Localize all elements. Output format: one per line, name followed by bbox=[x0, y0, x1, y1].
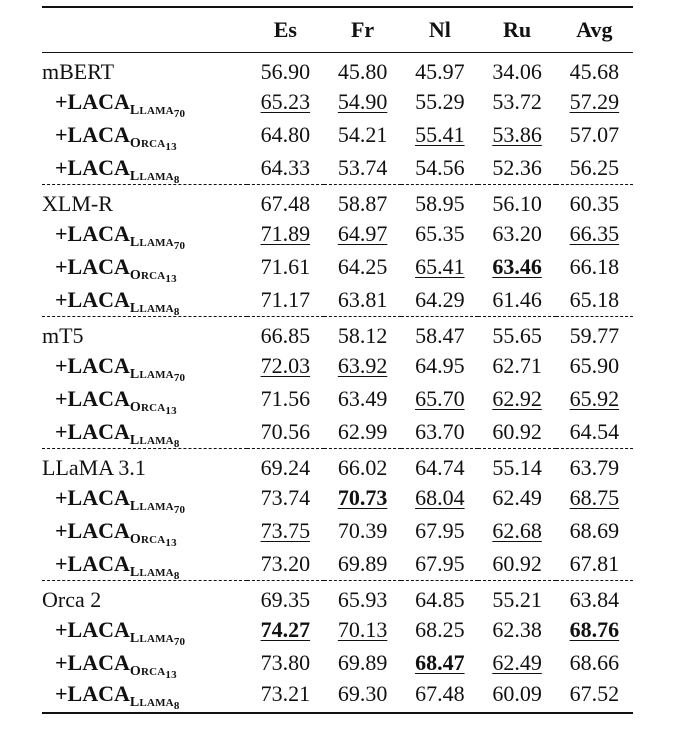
cell-fr: 70.13 bbox=[337, 617, 388, 642]
table-row bbox=[42, 350, 633, 383]
table-row bbox=[42, 284, 633, 317]
subscript-initial: L bbox=[129, 235, 140, 250]
header-avg: Avg bbox=[576, 17, 613, 42]
subscript-size: 13 bbox=[165, 405, 177, 417]
method-subscript bbox=[130, 664, 177, 679]
table-row bbox=[42, 383, 633, 416]
cell-nl: 65.70 bbox=[415, 386, 465, 411]
cell-avg: 65.90 bbox=[569, 353, 620, 378]
cell-ru: 56.10 bbox=[492, 191, 542, 217]
method-prefix: +LACA bbox=[55, 221, 130, 246]
method-name bbox=[42, 86, 247, 119]
table-row bbox=[42, 86, 633, 119]
subscript-initial: L bbox=[129, 367, 140, 382]
cell-es: 71.17 bbox=[247, 284, 324, 317]
method-prefix: +LACA bbox=[55, 286, 130, 312]
cell-es: 71.56 bbox=[260, 386, 311, 411]
method-name bbox=[42, 119, 247, 152]
cell-ru: 55.65 bbox=[492, 323, 542, 349]
method-prefix: +LACA bbox=[55, 89, 130, 114]
cell-ru: 62.49 bbox=[492, 650, 542, 675]
cell-nl: 64.74 bbox=[415, 455, 465, 481]
table-row bbox=[42, 614, 633, 647]
subscript-smallcaps: LAMA bbox=[139, 696, 174, 709]
cell-avg: 60.35 bbox=[569, 191, 620, 217]
cell-fr: 58.12 bbox=[337, 323, 388, 349]
cell-fr: 58.87 bbox=[337, 191, 388, 217]
subscript-initial: L bbox=[129, 499, 140, 514]
cell-ru: 53.72 bbox=[492, 89, 542, 114]
cell-es: 73.75 bbox=[260, 518, 311, 543]
table-row bbox=[42, 317, 633, 350]
method-prefix: +LACA bbox=[55, 386, 130, 411]
table-row bbox=[42, 449, 633, 482]
cell-fr: 54.21 bbox=[337, 122, 388, 147]
method-subscript bbox=[130, 695, 180, 710]
cell-nl: 64.29 bbox=[401, 284, 478, 317]
cell-nl: 45.97 bbox=[415, 59, 465, 85]
cell-es: 67.48 bbox=[260, 191, 311, 217]
model-name: XLM-R bbox=[42, 191, 113, 217]
method-prefix: +LACA bbox=[55, 485, 130, 510]
subscript-smallcaps: LAMA bbox=[139, 501, 174, 513]
subscript-smallcaps: LAMA bbox=[139, 302, 174, 315]
subscript-initial: O bbox=[129, 532, 141, 547]
cell-es: 56.90 bbox=[260, 59, 311, 85]
cell-avg: 63.84 bbox=[569, 587, 620, 613]
cell-avg: 63.79 bbox=[569, 455, 620, 481]
results-table bbox=[42, 6, 633, 714]
cell-nl: 55.41 bbox=[415, 122, 465, 147]
method-name bbox=[42, 416, 247, 449]
cell-avg: 45.68 bbox=[569, 59, 620, 85]
subscript-size: 8 bbox=[173, 173, 180, 186]
subscript-smallcaps: LAMA bbox=[139, 566, 174, 579]
method-subscript bbox=[130, 631, 185, 646]
table-row bbox=[42, 218, 633, 251]
subscript-smallcaps: LAMA bbox=[139, 633, 174, 645]
cell-fr: 64.97 bbox=[337, 221, 388, 246]
method-subscript bbox=[130, 301, 180, 316]
method-name bbox=[42, 647, 247, 680]
method-prefix: +LACA bbox=[55, 617, 130, 642]
subscript-size: 70 bbox=[173, 108, 186, 120]
table-row bbox=[42, 482, 633, 515]
cell-avg: 67.52 bbox=[556, 680, 633, 713]
cell-avg: 68.66 bbox=[569, 650, 620, 675]
cell-nl: 58.95 bbox=[415, 191, 465, 217]
subscript-size: 13 bbox=[165, 141, 177, 153]
table-header bbox=[42, 7, 633, 53]
method-prefix: +LACA bbox=[55, 418, 130, 444]
table-row bbox=[42, 185, 633, 218]
header-es: Es bbox=[273, 17, 297, 42]
subscript-initial: L bbox=[129, 168, 140, 184]
cell-ru: 53.86 bbox=[492, 122, 542, 147]
table-row bbox=[42, 251, 633, 284]
method-name bbox=[42, 218, 247, 251]
cell-es: 65.23 bbox=[260, 89, 311, 114]
method-name bbox=[42, 548, 247, 581]
cell-avg: 65.92 bbox=[569, 386, 620, 411]
cell-ru: 60.09 bbox=[478, 680, 555, 713]
subscript-initial: L bbox=[129, 564, 140, 580]
cell-es: 73.74 bbox=[260, 485, 311, 510]
subscript-initial: O bbox=[129, 136, 141, 151]
cell-fr: 64.25 bbox=[337, 254, 388, 279]
method-subscript bbox=[130, 367, 185, 382]
method-name bbox=[42, 614, 247, 647]
cell-es: 71.61 bbox=[260, 254, 311, 279]
subscript-initial: L bbox=[129, 103, 140, 118]
method-subscript bbox=[130, 268, 177, 283]
method-subscript bbox=[130, 565, 180, 580]
subscript-initial: O bbox=[129, 268, 141, 283]
subscript-size: 8 bbox=[173, 569, 180, 582]
cell-nl: 67.95 bbox=[401, 548, 478, 581]
cell-fr: 65.93 bbox=[337, 587, 388, 613]
table-body bbox=[42, 53, 633, 713]
cell-avg: 57.29 bbox=[569, 89, 620, 114]
table-row bbox=[42, 53, 633, 86]
cell-ru: 63.46 bbox=[492, 254, 542, 279]
subscript-smallcaps: RCA bbox=[140, 138, 166, 150]
table-row bbox=[42, 119, 633, 152]
table-row bbox=[42, 548, 633, 581]
cell-fr: 63.49 bbox=[337, 386, 388, 411]
cell-fr: 62.99 bbox=[324, 416, 401, 449]
cell-ru: 55.21 bbox=[492, 587, 542, 613]
table-row bbox=[42, 680, 633, 713]
method-name bbox=[42, 284, 247, 317]
cell-ru: 62.49 bbox=[492, 485, 542, 510]
method-subscript bbox=[130, 532, 177, 547]
header-model bbox=[42, 7, 247, 53]
cell-ru: 63.20 bbox=[492, 221, 542, 246]
method-subscript bbox=[130, 103, 185, 118]
subscript-size: 70 bbox=[173, 372, 186, 384]
header-nl: Nl bbox=[428, 17, 451, 42]
cell-avg: 67.81 bbox=[556, 548, 633, 581]
cell-nl: 65.41 bbox=[415, 254, 465, 279]
method-subscript bbox=[130, 433, 180, 448]
table-row bbox=[42, 581, 633, 614]
cell-es: 69.35 bbox=[260, 587, 311, 613]
cell-nl: 65.35 bbox=[415, 221, 465, 246]
cell-fr: 63.92 bbox=[337, 353, 388, 378]
header-fr: Fr bbox=[350, 17, 375, 42]
table-row bbox=[42, 152, 633, 185]
cell-avg: 65.18 bbox=[556, 284, 633, 317]
cell-nl: 55.29 bbox=[415, 89, 465, 114]
table-row bbox=[42, 515, 633, 548]
cell-fr: 53.74 bbox=[324, 152, 401, 185]
cell-fr: 70.73 bbox=[337, 485, 388, 510]
cell-es: 73.20 bbox=[247, 548, 324, 581]
method-prefix: +LACA bbox=[55, 650, 130, 675]
model-name: mT5 bbox=[42, 323, 84, 349]
cell-avg: 66.18 bbox=[569, 254, 620, 279]
cell-ru: 62.71 bbox=[492, 353, 542, 378]
subscript-initial: L bbox=[129, 694, 140, 710]
subscript-initial: O bbox=[129, 400, 141, 415]
method-subscript bbox=[130, 136, 177, 151]
cell-es: 71.89 bbox=[260, 221, 311, 246]
model-name: mBERT bbox=[42, 59, 115, 85]
subscript-size: 8 bbox=[173, 699, 180, 712]
subscript-size: 13 bbox=[165, 273, 177, 285]
cell-es: 72.03 bbox=[260, 353, 311, 378]
cell-es: 73.80 bbox=[260, 650, 311, 675]
subscript-initial: O bbox=[129, 664, 141, 679]
header-ru: Ru bbox=[503, 17, 532, 42]
cell-fr: 69.30 bbox=[324, 680, 401, 713]
method-name bbox=[42, 515, 247, 548]
cell-es: 64.80 bbox=[260, 122, 311, 147]
cell-fr: 54.90 bbox=[337, 89, 388, 114]
cell-ru: 55.14 bbox=[492, 455, 542, 481]
cell-fr: 66.02 bbox=[337, 455, 388, 481]
cell-fr: 70.39 bbox=[337, 518, 388, 543]
cell-ru: 62.38 bbox=[492, 617, 542, 642]
cell-nl: 68.47 bbox=[415, 650, 465, 675]
cell-es: 66.85 bbox=[260, 323, 311, 349]
table-row bbox=[42, 647, 633, 680]
subscript-size: 70 bbox=[173, 504, 186, 516]
subscript-size: 8 bbox=[173, 437, 180, 450]
method-prefix: +LACA bbox=[55, 518, 130, 543]
cell-ru: 61.46 bbox=[478, 284, 555, 317]
cell-nl: 64.95 bbox=[415, 353, 465, 378]
method-prefix: +LACA bbox=[55, 254, 130, 279]
cell-nl: 67.48 bbox=[401, 680, 478, 713]
method-subscript bbox=[130, 400, 177, 415]
subscript-smallcaps: RCA bbox=[140, 534, 166, 546]
cell-avg: 64.54 bbox=[556, 416, 633, 449]
cell-avg: 66.35 bbox=[569, 221, 620, 246]
subscript-smallcaps: RCA bbox=[140, 402, 166, 414]
cell-ru: 60.92 bbox=[478, 416, 555, 449]
method-prefix: +LACA bbox=[55, 154, 130, 180]
method-name bbox=[42, 152, 247, 185]
cell-ru: 60.92 bbox=[478, 548, 555, 581]
subscript-smallcaps: LAMA bbox=[139, 369, 174, 381]
method-prefix: +LACA bbox=[55, 550, 130, 576]
subscript-initial: L bbox=[129, 300, 140, 316]
subscript-size: 70 bbox=[173, 240, 186, 252]
cell-avg: 68.76 bbox=[569, 617, 620, 642]
cell-es: 74.27 bbox=[260, 617, 311, 642]
subscript-smallcaps: LAMA bbox=[139, 105, 174, 117]
cell-nl: 68.04 bbox=[415, 485, 465, 510]
subscript-size: 70 bbox=[173, 636, 186, 648]
cell-nl: 64.85 bbox=[415, 587, 465, 613]
cell-ru: 34.06 bbox=[492, 59, 542, 85]
method-subscript bbox=[130, 169, 180, 184]
cell-nl: 67.95 bbox=[415, 518, 465, 543]
cell-avg: 68.75 bbox=[569, 485, 620, 510]
method-name bbox=[42, 383, 247, 416]
cell-fr: 63.81 bbox=[324, 284, 401, 317]
method-name bbox=[42, 350, 247, 383]
cell-nl: 68.25 bbox=[415, 617, 465, 642]
subscript-smallcaps: RCA bbox=[140, 666, 166, 678]
cell-ru: 62.92 bbox=[492, 386, 542, 411]
method-prefix: +LACA bbox=[55, 680, 130, 706]
cell-nl: 54.56 bbox=[401, 152, 478, 185]
cell-ru: 62.68 bbox=[492, 518, 542, 543]
cell-fr: 69.89 bbox=[324, 548, 401, 581]
cell-es: 64.33 bbox=[247, 152, 324, 185]
cell-avg: 56.25 bbox=[556, 152, 633, 185]
method-subscript bbox=[130, 499, 185, 514]
subscript-size: 8 bbox=[173, 305, 180, 318]
header-row bbox=[42, 7, 633, 53]
cell-es: 73.21 bbox=[247, 680, 324, 713]
cell-avg: 59.77 bbox=[569, 323, 620, 349]
method-subscript bbox=[130, 235, 185, 250]
cell-ru: 52.36 bbox=[478, 152, 555, 185]
cell-avg: 57.07 bbox=[569, 122, 620, 147]
cell-nl: 63.70 bbox=[401, 416, 478, 449]
model-name: Orca 2 bbox=[42, 587, 102, 613]
method-name bbox=[42, 680, 247, 713]
subscript-smallcaps: RCA bbox=[140, 270, 166, 282]
subscript-smallcaps: LAMA bbox=[139, 237, 174, 249]
subscript-smallcaps: LAMA bbox=[139, 170, 174, 183]
cell-es: 70.56 bbox=[247, 416, 324, 449]
method-name bbox=[42, 251, 247, 284]
subscript-initial: L bbox=[129, 432, 140, 448]
cell-fr: 45.80 bbox=[337, 59, 388, 85]
method-name bbox=[42, 482, 247, 515]
method-prefix: +LACA bbox=[55, 122, 130, 147]
cell-avg: 68.69 bbox=[569, 518, 620, 543]
subscript-size: 13 bbox=[165, 669, 177, 681]
table-row bbox=[42, 416, 633, 449]
model-name: LLaMA 3.1 bbox=[42, 455, 146, 481]
cell-es: 69.24 bbox=[260, 455, 311, 481]
subscript-initial: L bbox=[129, 631, 140, 646]
cell-nl: 58.47 bbox=[415, 323, 465, 349]
subscript-size: 13 bbox=[165, 537, 177, 549]
subscript-smallcaps: LAMA bbox=[139, 434, 174, 447]
cell-fr: 69.89 bbox=[337, 650, 388, 675]
method-prefix: +LACA bbox=[55, 353, 130, 378]
